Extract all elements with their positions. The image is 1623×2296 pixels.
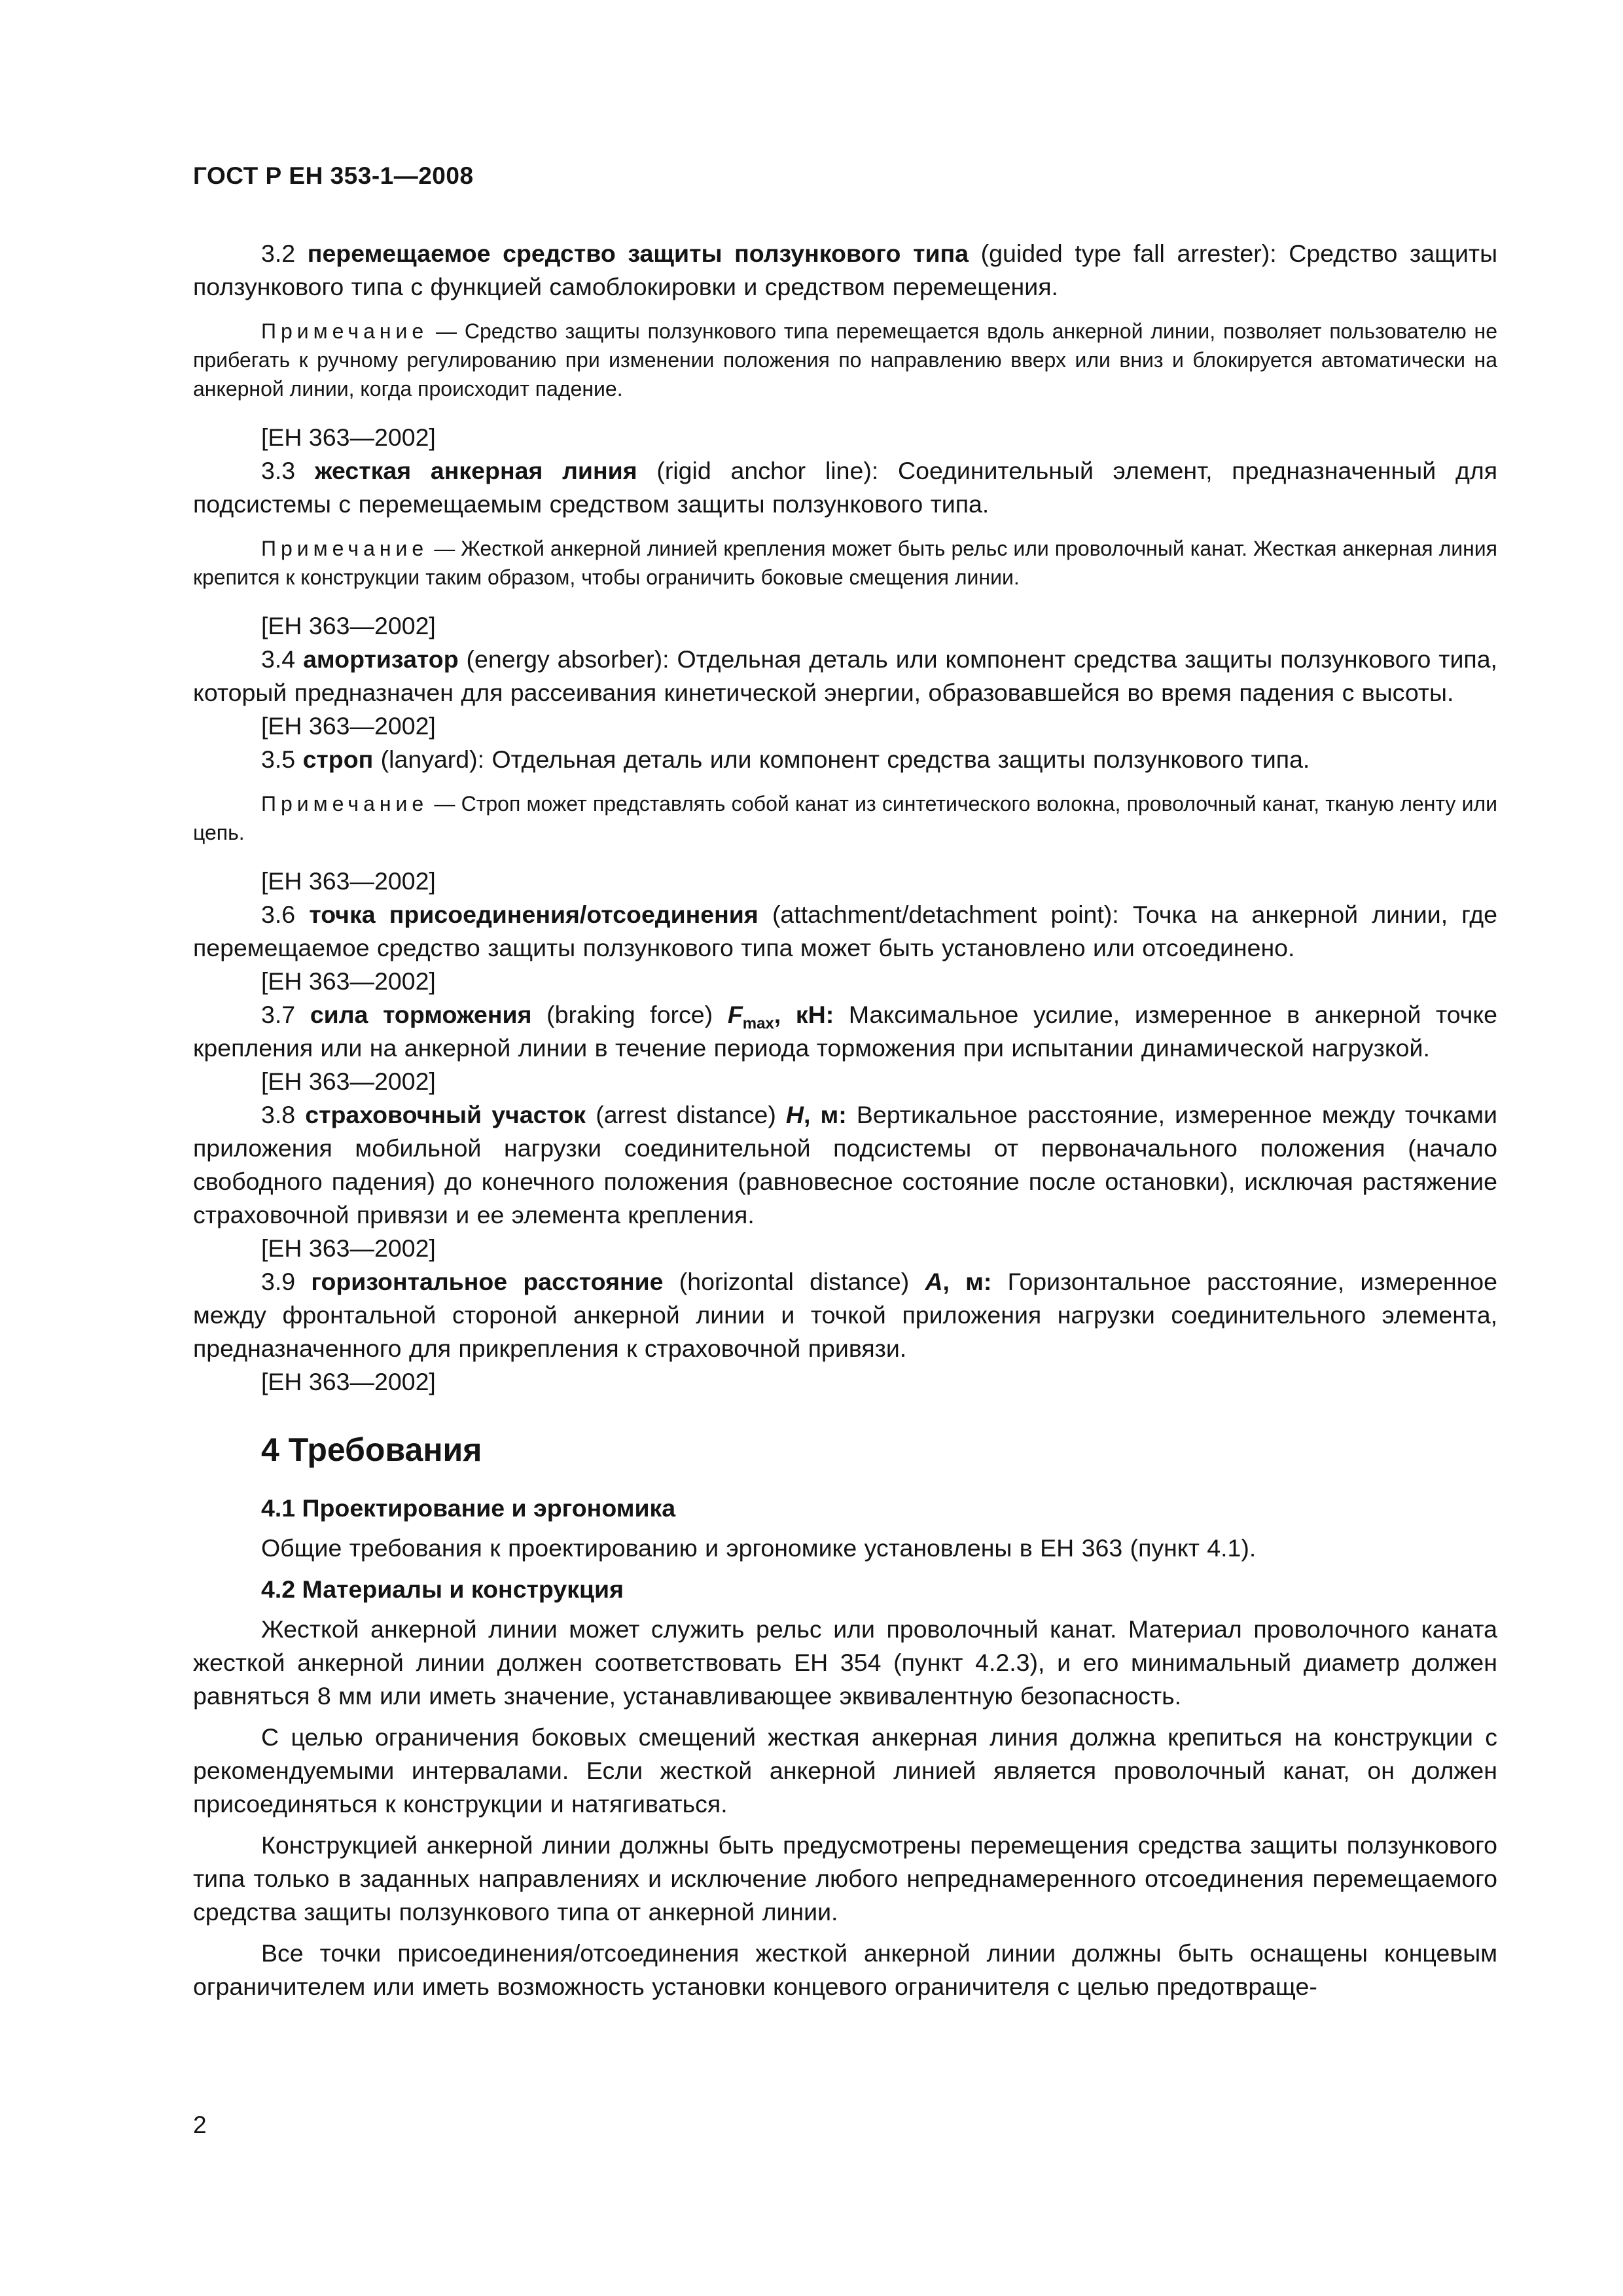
page-content (193, 237, 1497, 2003)
note-3-5: Примечание — Строп может представлять собой канат из синтетического волокна, проволочный канат, тканую ленту или цепь. (193, 792, 1498, 844)
reference: [ЕН 363—2002] (261, 423, 436, 451)
term-3-7: 3.7 сила торможения (braking force) $F_{max}$, кН: Максимальное усилие, измеренное в анкерной точке крепления или на анкерной линии в течение периода торможения при испытании динамической нагрузкой. (193, 1001, 1498, 1062)
reference: [ЕН 363—2002] (261, 1368, 436, 1395)
note-label: Примечание (261, 319, 429, 343)
document-header: ГОСТ Р ЕН 353-1—2008 (193, 162, 474, 189)
term-3-8: 3.8 страховочный участок (arrest distance) H, м: Вертикальное расстояние, измеренное между точками приложения мобильной нагрузки соединительной подсистемы от первоначального положения (начало свободного падения) до конечного положения (равновесное состояние после остановки), исключая растяжение страховочной привязи и ее элемента крепления. (193, 1101, 1497, 1229)
symbol-subscript: max (742, 1014, 774, 1033)
unit: , м: (942, 1268, 992, 1295)
term-3-2: 3.2 перемещаемое средство защиты ползункового типа (guided type fall arrester): Средство защиты ползункового типа с функцией самоблокировки и средством перемещения. (193, 240, 1498, 300)
term-name: жесткая анкерная линия (314, 457, 637, 484)
section-title: 4 Требования (261, 1431, 482, 1468)
unit: , кН: (774, 1001, 834, 1028)
term-english: (braking force) (546, 1001, 713, 1028)
term-definition: Соединительный элемент, предназначенный для подсистемы с перемещаемым средством защиты ползункового типа. (193, 457, 1498, 518)
term-english: (attachment/detachment point): (772, 901, 1119, 928)
unit: , м: (804, 1101, 847, 1128)
page-number: 2 (193, 2111, 207, 2138)
term-name: сила торможения (310, 1001, 532, 1028)
term-3-5: 3.5 строп (lanyard): Отдельная деталь или компонент средства защиты ползункового типа. (261, 745, 1310, 773)
reference: [ЕН 363—2002] (261, 712, 436, 740)
term-3-4: 3.4 амортизатор (energy absorber): Отдельная деталь или компонент средства защиты ползункового типа, который предназначен для рассеивания кинетической энергии, образовавшейся во время падения с высоты. (193, 645, 1497, 706)
paragraph: Все точки присоединения/отсоединения жесткой анкерной линии должны быть оснащены концевым ограничителем или иметь возможность установки концевого ограничителя с целью предотвраще- (193, 1939, 1497, 2000)
term-english: (horizontal distance) (679, 1268, 910, 1295)
term-3-3: 3.3 жесткая анкерная линия (rigid anchor line): Соединительный элемент, предназначенный для подсистемы с перемещаемым средством защиты ползункового типа. (193, 457, 1498, 518)
term-definition: Отдельная деталь или компонент средства защиты ползункового типа, который предназначен для рассеивания кинетической энергии, образовавшейся во время падения с высоты. (193, 645, 1497, 706)
term-3-6: 3.6 точка присоединения/отсоединения (attachment/detachment point): Точка на анкерной линии, где перемещаемое средство защиты ползункового типа может быть установлено или отсоединено. (193, 901, 1498, 961)
reference: [ЕН 363—2002] (261, 967, 436, 995)
note-label: Примечание (261, 792, 429, 816)
symbol: A (925, 1268, 943, 1295)
reference: [ЕН 363—2002] (261, 612, 436, 639)
term-definition: Вертикальное расстояние, измеренное между точками приложения мобильной нагрузки соединительной подсистемы от первоначального положения (начало свободного падения) до конечного положения (равновесное состояние после остановки), исключая растяжение страховочной привязи и ее элемента крепления. (193, 1101, 1497, 1229)
term-english: (guided type fall arrester): (980, 240, 1277, 267)
term-name: страховочный участок (305, 1101, 586, 1128)
term-definition: Горизонтальное расстояние, измеренное между фронтальной стороной анкерной линии и точкой приложения нагрузки соединительного элемента, предназначенного для прикрепления к страховочной привязи. (193, 1268, 1497, 1362)
paragraph: Общие требования к проектированию и эргономике установлены в ЕН 363 (пункт 4.1). (261, 1534, 1257, 1562)
symbol: F (727, 1001, 743, 1028)
term-definition: Средство защиты ползункового типа с функцией самоблокировки и средством перемещения. (193, 240, 1498, 300)
term-definition: Отдельная деталь или компонент средства защиты ползункового типа. (491, 745, 1310, 773)
term-english: (arrest distance) (596, 1101, 776, 1128)
note-3-2: Примечание — Средство защиты ползункового типа перемещается вдоль анкерной линии, позволяет пользователю не прибегать к ручному регулированию при изменении положения по направлению вверх или вниз и блокируется автоматически на анкерной линии, когда происходит падение. (193, 319, 1498, 401)
paragraph: С целью ограничения боковых смещений жесткая анкерная линия должна крепиться на конструкции с рекомендуемыми интервалами. Если жесткой анкерной линией является проволочный канат, он должен присоединяться к конструкции и натягиваться. (193, 1723, 1497, 1818)
note-label: Примечание (261, 537, 429, 560)
term-3-9: 3.9 горизонтальное расстояние (horizontal distance) A, м: Горизонтальное расстояние, измеренное между фронтальной стороной анкерной линии и точкой приложения нагрузки соединительного элемента, предназначенного для прикрепления к страховочной привязи. (193, 1268, 1497, 1362)
term-name: амортизатор (303, 645, 459, 673)
term-english: (energy absorber): (466, 645, 669, 673)
reference: [ЕН 363—2002] (261, 1234, 436, 1262)
term-name: перемещаемое средство защиты ползункового типа (307, 240, 969, 267)
paragraph: Конструкцией анкерной линии должны быть предусмотрены перемещения средства защиты ползункового типа только в заданных направлениях и исключение любого непреднамеренного отсоединения перемещаемого средства защиты ползункового типа от анкерной линии. (193, 1831, 1497, 1926)
subsection-title-4-2: 4.2 Материалы и конструкция (261, 1575, 624, 1603)
term-name: точка присоединения/отсоединения (309, 901, 758, 928)
reference: [ЕН 363—2002] (261, 1067, 436, 1095)
term-english: (rigid anchor line): (656, 457, 879, 484)
term-definition: Максимальное усилие, измеренное в анкерной точке крепления или на анкерной линии в течение периода торможения при испытании динамической нагрузкой. (193, 1001, 1498, 1062)
term-english: (lanyard): (380, 745, 485, 773)
reference: [ЕН 363—2002] (261, 867, 436, 895)
symbol: H (785, 1101, 804, 1128)
subsection-title-4-1: 4.1 Проектирование и эргономика (261, 1494, 676, 1522)
term-definition: Точка на анкерной линии, где перемещаемое средство защиты ползункового типа может быть установлено или отсоединено. (193, 901, 1498, 961)
paragraph: Жесткой анкерной линии может служить рельс или проволочный канат. Материал проволочного каната жесткой анкерной линии должен соответствовать ЕН 354 (пункт 4.2.3), и его минимальный диаметр должен равняться 8 мм или иметь значение, устанавливающее эквивалентную безопасность. (193, 1615, 1497, 1710)
term-name: строп (302, 745, 374, 773)
note-3-3: Примечание — Жесткой анкерной линией крепления может быть рельс или проволочный канат. Жесткая анкерная линия крепится к конструкции таким образом, чтобы ограничить боковые смещения линии. (193, 537, 1498, 589)
term-name: горизонтальное расстояние (311, 1268, 664, 1295)
